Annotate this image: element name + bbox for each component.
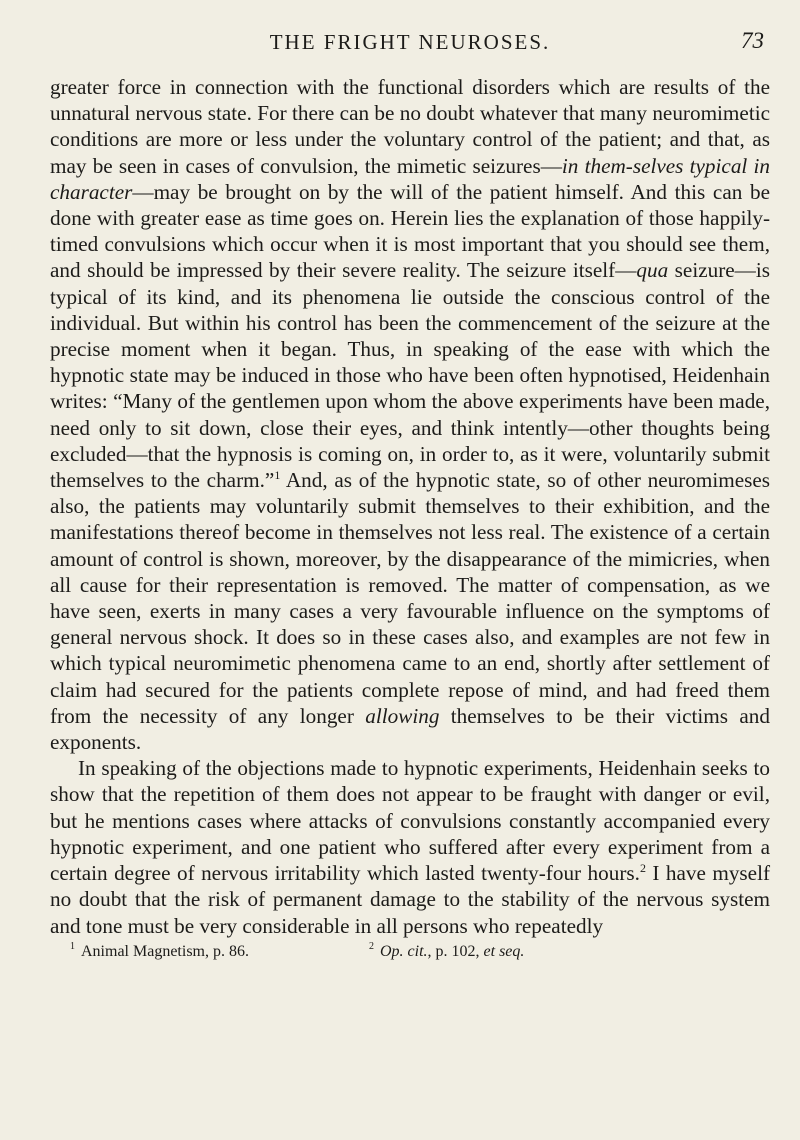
footnote-2-marker: 2 bbox=[368, 941, 374, 953]
paragraph-1-text-4: And, as of the hypnotic state, so of other neuromimeses also, the patients may voluntarily submit themselves to their exhibition, and the manifestations thereof become in themselves not less real. The existence of a certain amount of control is shown, moreover, by the disappearance of the mimicries, when all cause for their representation is removed. The matter of compensation, as we have seen, exerts in many cases a very favourable influence on the symptoms of general nervous shock. It does so in these cases also, and examples are not few in which typical neuromimetic phenomena came to an end, shortly after settlement of claim had secured for the patients complete repose of mind, and had freed them from the necessity of any longer bbox=[50, 468, 770, 728]
paragraph-1 bbox=[50, 74, 770, 755]
book-page bbox=[50, 28, 770, 1128]
paragraph-1-italic-1: in them-selves typical in character bbox=[50, 153, 770, 204]
footnote-1-marker: 1 bbox=[70, 941, 75, 953]
paragraph-2-text-2: I have myself no doubt that the risk of permanent damage to the stability of the nervous system and tone must be very considerable in all persons who repeatedly bbox=[50, 861, 771, 938]
footnote-ref-2: 2 bbox=[639, 861, 646, 876]
running-title: THE FRIGHT NEUROSES. bbox=[269, 30, 551, 54]
running-head bbox=[50, 28, 770, 64]
footnote-2 bbox=[369, 942, 524, 962]
body-text bbox=[50, 74, 770, 939]
footnotes bbox=[50, 942, 770, 962]
paragraph-1-text-3: seizure—is typical of its kind, and its phenomena lie outside the conscious control of the individual. But within his control has been the commencement of the seizure at the precise moment when it began. Thus, in speaking of the ease with which the hypnotic state may be induced in those who have been often hypnotised, Heidenhain writes: “Many of the gentlemen upon whom the above experiments have been made, need only to sit down, close their eyes, and think intently—other thoughts being excluded—that the hypnosis is coming on, in order to, as it were, voluntarily submit themselves to the charm.” bbox=[50, 258, 770, 493]
footnote-2-text: , p. 102, bbox=[427, 942, 484, 960]
footnote-1-text: Animal Magnetism, p. 86. bbox=[81, 942, 249, 960]
paragraph-1-text-2: —may be brought on by the will of the patient himself. And this can be done with greater ease as time goes on. Herein lies the explanation of those happily-timed convulsions which occur when it is most important that you should see them, and should be impressed by their severe reality. The seizure itself— bbox=[50, 179, 770, 283]
paragraph-2-text-1: In speaking of the objections made to hypnotic experiments, Heidenhain seeks to show that the repetition of them does not appear to be fraught with danger or evil, but he mentions cases where attacks of convulsions constantly accompanied every hypnotic experiment, and one patient who suffered after every experiment from a certain degree of nervous irritability which lasted twenty-four hours. bbox=[50, 756, 770, 886]
paragraph-1-text-5: themselves to be their victims and exponents. bbox=[50, 703, 770, 755]
page-number: 73 bbox=[741, 28, 764, 53]
footnote-2-italic-1: Op. cit. bbox=[379, 942, 428, 960]
paragraph-1-italic-2: qua bbox=[636, 258, 669, 283]
footnote-2-italic-2: et seq. bbox=[483, 942, 525, 960]
paragraph-1-text-1: greater force in connection with the functional disorders which are results of the unnatural nervous state. For there can be no doubt whatever that many neuromimetic conditions are more or less under the voluntary control of the patient; and that, as may be seen in cases of convulsion, the mimetic seizures— bbox=[50, 75, 770, 178]
footnote-1 bbox=[70, 942, 249, 962]
paragraph-1-italic-3: allowing bbox=[365, 703, 440, 728]
footnote-ref-1: 1 bbox=[274, 467, 281, 482]
paragraph-2 bbox=[50, 755, 770, 938]
